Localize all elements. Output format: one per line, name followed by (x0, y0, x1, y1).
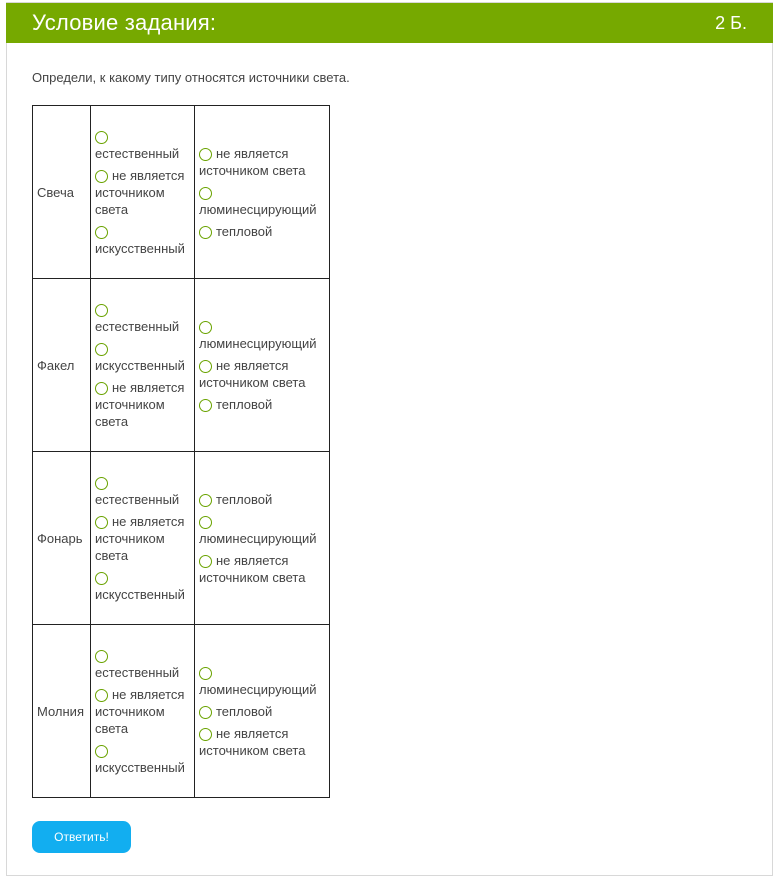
radio-button-icon[interactable] (199, 321, 212, 334)
radio-option-label: люминесцирующий (199, 335, 317, 351)
radio-option[interactable] (95, 128, 194, 162)
radio-button-icon[interactable] (95, 572, 108, 585)
radio-button-icon[interactable] (95, 382, 108, 395)
radio-option-label: не является источником света (199, 725, 306, 758)
type-options-cell (195, 625, 330, 798)
source-name: Свеча (33, 106, 91, 279)
radio-option[interactable] (199, 513, 329, 547)
source-name: Факел (33, 279, 91, 452)
radio-option-label: искусственный (95, 357, 185, 373)
table-row (33, 625, 330, 798)
radio-option[interactable] (199, 223, 329, 240)
radio-option[interactable] (199, 357, 329, 391)
radio-button-icon[interactable] (95, 170, 108, 183)
answer-matrix (32, 105, 330, 798)
radio-option-label: искусственный (95, 240, 185, 256)
radio-button-icon[interactable] (199, 728, 212, 741)
radio-option[interactable] (199, 552, 329, 586)
type-options-cell (195, 279, 330, 452)
radio-button-icon[interactable] (95, 516, 108, 529)
radio-option[interactable] (95, 167, 194, 218)
radio-option[interactable] (95, 474, 194, 508)
radio-option-label: естественный (95, 318, 180, 334)
radio-option-label: естественный (95, 491, 180, 507)
type-options-cell (195, 452, 330, 625)
radio-button-icon[interactable] (95, 343, 108, 356)
table-row (33, 106, 330, 279)
radio-button-icon[interactable] (199, 494, 212, 507)
radio-option-label: не является источником света (95, 513, 185, 563)
radio-button-icon[interactable] (95, 131, 108, 144)
radio-option[interactable] (199, 396, 329, 413)
radio-option-label: искусственный (95, 759, 185, 775)
type-options-cell (195, 106, 330, 279)
task-title: Условие задания: (32, 10, 217, 35)
question-text: Определи, к какому типу относятся источники света. (32, 70, 350, 85)
table-row (33, 452, 330, 625)
radio-option[interactable] (95, 569, 194, 603)
radio-option-label: тепловой (216, 223, 273, 239)
radio-option-label: искусственный (95, 586, 185, 602)
radio-option[interactable] (95, 379, 194, 430)
radio-button-icon[interactable] (95, 304, 108, 317)
task-points: 2 Б. (715, 13, 747, 33)
radio-option[interactable] (95, 513, 194, 564)
radio-option[interactable] (199, 664, 329, 698)
radio-option-label: не является источником света (95, 379, 185, 429)
radio-option[interactable] (95, 301, 194, 335)
radio-option-label: тепловой (216, 491, 273, 507)
radio-option[interactable] (199, 184, 329, 218)
radio-option-label: люминесцирующий (199, 681, 317, 697)
radio-option-label: люминесцирующий (199, 201, 317, 217)
origin-options-cell (91, 279, 195, 452)
radio-option[interactable] (95, 223, 194, 257)
radio-option[interactable] (199, 491, 329, 508)
radio-option-label: не является источником света (199, 145, 306, 178)
source-name: Молния (33, 625, 91, 798)
radio-option[interactable] (95, 742, 194, 776)
radio-button-icon[interactable] (199, 148, 212, 161)
radio-button-icon[interactable] (199, 555, 212, 568)
radio-button-icon[interactable] (95, 650, 108, 663)
radio-option-label: тепловой (216, 396, 273, 412)
radio-button-icon[interactable] (199, 226, 212, 239)
radio-button-icon[interactable] (199, 187, 212, 200)
origin-options-cell (91, 625, 195, 798)
radio-option[interactable] (199, 725, 329, 759)
radio-option[interactable] (95, 647, 194, 681)
radio-option-label: не является источником света (199, 357, 306, 390)
radio-option-label: не является источником света (199, 552, 306, 585)
radio-button-icon[interactable] (199, 706, 212, 719)
table-row (33, 279, 330, 452)
radio-option[interactable] (95, 686, 194, 737)
radio-button-icon[interactable] (95, 745, 108, 758)
radio-option-label: естественный (95, 145, 180, 161)
origin-options-cell (91, 452, 195, 625)
submit-button[interactable]: Ответить! (32, 821, 131, 853)
radio-button-icon[interactable] (95, 226, 108, 239)
radio-button-icon[interactable] (199, 516, 212, 529)
radio-option[interactable] (199, 318, 329, 352)
radio-option-label: не является источником света (95, 167, 185, 217)
radio-button-icon[interactable] (95, 689, 108, 702)
radio-option[interactable] (199, 703, 329, 720)
radio-button-icon[interactable] (199, 667, 212, 680)
radio-option-label: люминесцирующий (199, 530, 317, 546)
radio-option[interactable] (199, 145, 329, 179)
source-name: Фонарь (33, 452, 91, 625)
radio-button-icon[interactable] (199, 360, 212, 373)
radio-option[interactable] (95, 340, 194, 374)
task-header (6, 3, 773, 43)
origin-options-cell (91, 106, 195, 279)
radio-option-label: тепловой (216, 703, 273, 719)
radio-button-icon[interactable] (95, 477, 108, 490)
radio-option-label: не является источником света (95, 686, 185, 736)
radio-option-label: естественный (95, 664, 180, 680)
radio-button-icon[interactable] (199, 399, 212, 412)
